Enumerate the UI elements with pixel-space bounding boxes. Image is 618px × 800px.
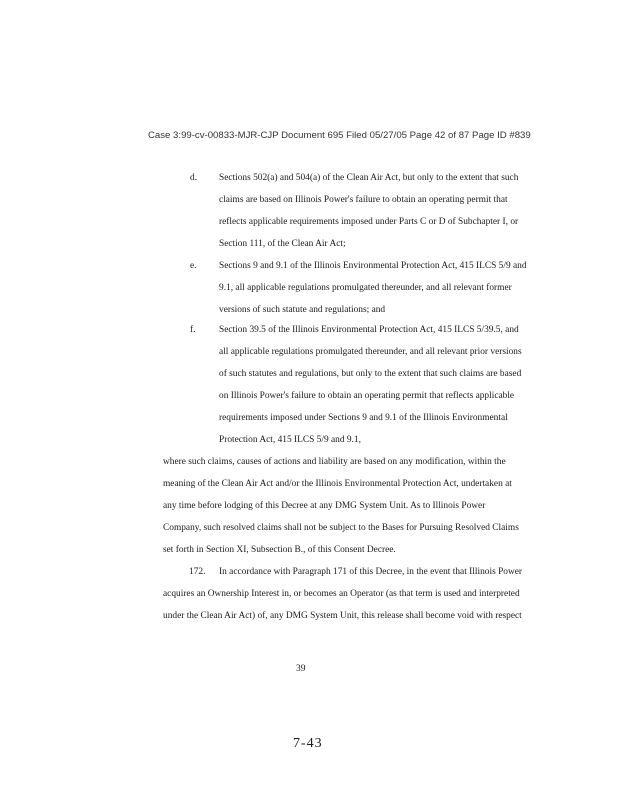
paragraph-line-3: under the Clean Air Act) of, any DMG System Unit, this release shall become void with respect — [163, 611, 522, 621]
body-line-4: Company, such resolved claims shall not be subject to the Bases for Pursuing Resolved Claims — [163, 523, 519, 533]
item-f-line-6: Protection Act, 415 ILCS 5/9 and 9.1, — [219, 435, 361, 445]
case-header: Case 3:99-cv-00833-MJR-CJP Document 695 Filed 05/27/05 Page 42 of 87 Page ID #839 — [148, 130, 531, 141]
body-line-5: set forth in Section XI, Subsection B., of this Consent Decree. — [163, 545, 396, 555]
paragraph-first-line: In accordance with Paragraph 171 of this Decree, in the event that Illinois Power — [219, 567, 523, 577]
body-line-1: where such claims, causes of actions and liability are based on any modification, within the — [163, 457, 506, 467]
item-d-line-1: Sections 502(a) and 504(a) of the Clean Air Act, but only to the extent that such — [219, 173, 519, 183]
item-f-marker: f. — [190, 325, 196, 335]
item-d-line-2: claims are based on Illinois Power's failure to obtain an operating permit that — [219, 195, 508, 205]
body-line-2: meaning of the Clean Air Act and/or the Illinois Environmental Protection Act, undertaken at — [163, 479, 512, 489]
item-f-line-5: requirements imposed under Sections 9 and 9.1 of the Illinois Environmental — [219, 413, 508, 423]
item-e-marker: e. — [190, 261, 197, 271]
item-e-line-1: Sections 9 and 9.1 of the Illinois Environmental Protection Act, 415 ILCS 5/9 and — [219, 261, 527, 271]
item-f-line-4: on Illinois Power's failure to obtain an operating permit that reflects applicable — [219, 391, 515, 401]
page-number: 39 — [296, 663, 306, 674]
item-d-line-3: reflects applicable requirements imposed under Parts C or D of Subchapter I, or — [219, 217, 519, 227]
item-f-line-1: Section 39.5 of the Illinois Environmental Protection Act, 415 ILCS 5/39.5, and — [219, 325, 519, 335]
item-d-line-4: Section 111, of the Clean Air Act; — [219, 239, 346, 249]
item-e-line-2: 9.1, all applicable regulations promulgated thereunder, and all relevant former — [219, 283, 512, 293]
item-f-line-3: of such statutes and regulations, but only to the extent that such claims are based — [219, 369, 522, 379]
item-d-marker: d. — [190, 173, 198, 183]
paragraph-line-2: acquires an Ownership Interest in, or becomes an Operator (as that term is used and interpreted — [163, 589, 520, 599]
paragraph-number: 172. — [189, 567, 206, 577]
item-e-line-3: versions of such statute and regulations; and — [219, 305, 386, 315]
exhibit-page-label: 7-43 — [293, 736, 323, 751]
item-f-line-2: all applicable regulations promulgated thereunder, and all relevant prior versions — [219, 347, 522, 357]
body-line-3: any time before lodging of this Decree at any DMG System Unit. As to Illinois Power — [163, 501, 486, 511]
